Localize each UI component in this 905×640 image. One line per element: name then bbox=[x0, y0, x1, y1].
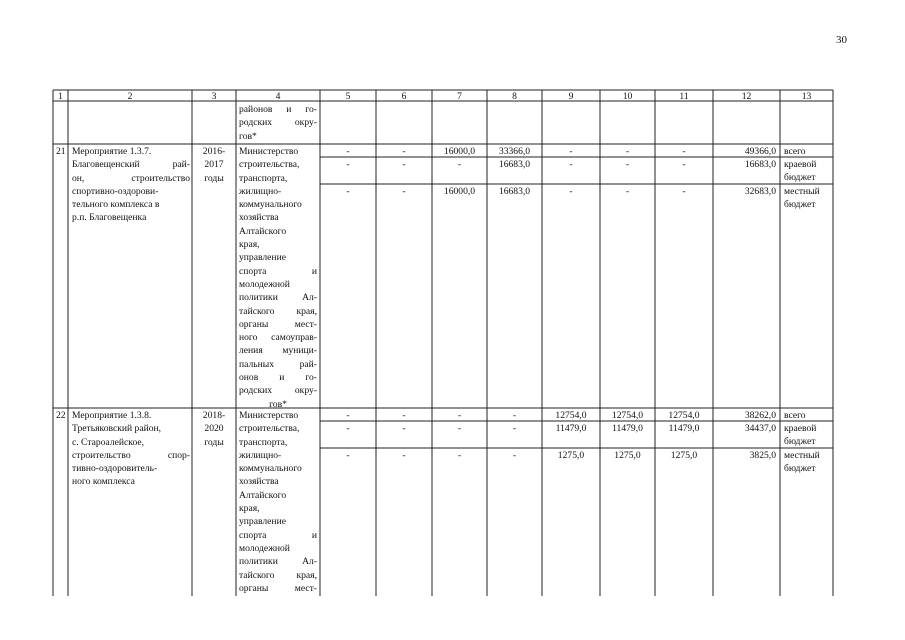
value-22-total-c11: 12754,0 bbox=[668, 410, 700, 421]
value-21-local-c8: 16683,0 bbox=[498, 186, 531, 197]
value-22-regional-c9: 11479,0 bbox=[555, 423, 587, 434]
value-21-local-c12: 32683,0 bbox=[744, 186, 776, 197]
value-21-local-c5: - bbox=[346, 186, 350, 197]
header-cell-7: 7 bbox=[457, 91, 462, 102]
header-cell-6: 6 bbox=[401, 91, 407, 102]
value-21-regional-c10: - bbox=[625, 159, 630, 170]
value-21-total-c7: 16000,0 bbox=[443, 146, 476, 157]
header-cell-10: 10 bbox=[622, 91, 633, 102]
value-22-local-c8: - bbox=[512, 450, 517, 461]
value-21-total-c6: - bbox=[402, 146, 406, 157]
carryover-executor: районов и го- родских окру- гов* bbox=[239, 104, 317, 142]
value-21-local-c9: - bbox=[569, 186, 573, 197]
value-22-total-c10: 12754,0 bbox=[611, 410, 644, 421]
header-cell-11: 11 bbox=[679, 91, 689, 102]
value-22-regional-c7: - bbox=[457, 423, 462, 434]
value-22-local-c12: 3825,0 bbox=[749, 450, 776, 461]
value-22-total-c12: 38262,0 bbox=[744, 410, 776, 421]
source-22-local: местный бюджет bbox=[784, 450, 820, 475]
value-21-total-c9: - bbox=[569, 146, 573, 157]
value-21-local-c7: 16000,0 bbox=[443, 186, 476, 197]
value-21-total-c10: - bbox=[625, 146, 630, 157]
value-22-local-c5: - bbox=[346, 450, 350, 461]
value-22-local-c6: - bbox=[402, 450, 406, 461]
activity-name-22: Мероприятие 1.3.8. Третьяковский район, с. Староалейское, строительство спор- тивно-оздоровитель- ного комплекса bbox=[72, 410, 190, 488]
source-21-regional: краевой бюджет bbox=[784, 159, 817, 184]
header-cell-8: 8 bbox=[512, 91, 517, 102]
value-21-local-c6: - bbox=[402, 186, 406, 197]
header-cell-3: 3 bbox=[211, 91, 217, 102]
source-22-total: всего bbox=[784, 410, 806, 421]
executor-21: Министерство строительства, транспорта, жилищно- коммунального хозяйства Алтайского края, управление спорта и молодежной политики Ал- тайского края, органы мест- ного самоуправ- ления муници- пальных рай- онов и го- родских окру- гов* bbox=[239, 146, 317, 410]
value-22-local-c10: 1275,0 bbox=[614, 450, 641, 461]
value-22-regional-c10: 11479,0 bbox=[612, 423, 643, 434]
value-22-regional-c8: - bbox=[512, 423, 517, 434]
executor-22: Министерство строительства, транспорта, жилищно- коммунального хозяйства Алтайского края, управление спорта и молодежной политики Ал- тайского края, органы мест- bbox=[239, 410, 317, 594]
value-22-local-c11: 1275,0 bbox=[670, 450, 698, 461]
period-21: 2016- 2017 годы bbox=[202, 146, 226, 184]
value-21-total-c5: - bbox=[346, 146, 350, 157]
header-cell-5: 5 bbox=[345, 91, 351, 102]
value-21-regional-c9: - bbox=[569, 159, 573, 170]
value-21-total-c8: 33366,0 bbox=[498, 146, 531, 157]
value-21-local-c10: - bbox=[625, 186, 630, 197]
value-21-regional-c12: 16683,0 bbox=[744, 159, 776, 170]
row-number-21: 21 bbox=[56, 146, 66, 157]
value-22-total-c7: - bbox=[457, 410, 462, 421]
header-cell-2: 2 bbox=[127, 91, 133, 102]
value-22-total-c9: 12754,0 bbox=[555, 410, 587, 421]
value-21-regional-c8: 16683,0 bbox=[498, 159, 531, 170]
value-21-regional-c7: - bbox=[457, 159, 462, 170]
value-22-regional-c6: - bbox=[402, 423, 406, 434]
row-number-22: 22 bbox=[56, 410, 66, 421]
value-22-total-c8: - bbox=[512, 410, 517, 421]
value-21-total-c11: - bbox=[682, 146, 686, 157]
value-22-total-c5: - bbox=[346, 410, 350, 421]
value-21-regional-c6: - bbox=[402, 159, 406, 170]
value-21-local-c11: - bbox=[682, 186, 686, 197]
page-number: 30 bbox=[836, 34, 847, 46]
header-cell-9: 9 bbox=[568, 91, 574, 102]
value-22-local-c9: 1275,0 bbox=[557, 450, 585, 461]
header-cell-13: 13 bbox=[801, 91, 812, 102]
value-22-regional-c5: - bbox=[346, 423, 350, 434]
value-21-regional-c11: - bbox=[682, 159, 686, 170]
source-22-regional: краевой бюджет bbox=[784, 423, 817, 448]
activity-name-21: Мероприятие 1.3.7. Благовещенский рай- он, строительство спортивно-оздорови- тельного комплекса в р.п. Благовещенка bbox=[72, 146, 190, 224]
value-22-regional-c11: 11479,0 bbox=[668, 423, 700, 434]
header-cell-12: 12 bbox=[741, 91, 752, 102]
value-22-regional-c12: 34437,0 bbox=[744, 423, 776, 434]
source-21-total: всего bbox=[784, 146, 806, 157]
header-cell-1: 1 bbox=[58, 91, 63, 102]
value-22-local-c7: - bbox=[457, 450, 462, 461]
source-21-local: местный бюджет bbox=[784, 186, 820, 211]
header-cell-4: 4 bbox=[275, 91, 281, 102]
value-21-total-c12: 49366,0 bbox=[744, 146, 776, 157]
value-22-total-c6: - bbox=[402, 410, 406, 421]
value-21-regional-c5: - bbox=[346, 159, 350, 170]
period-22: 2018- 2020 годы bbox=[202, 410, 226, 448]
